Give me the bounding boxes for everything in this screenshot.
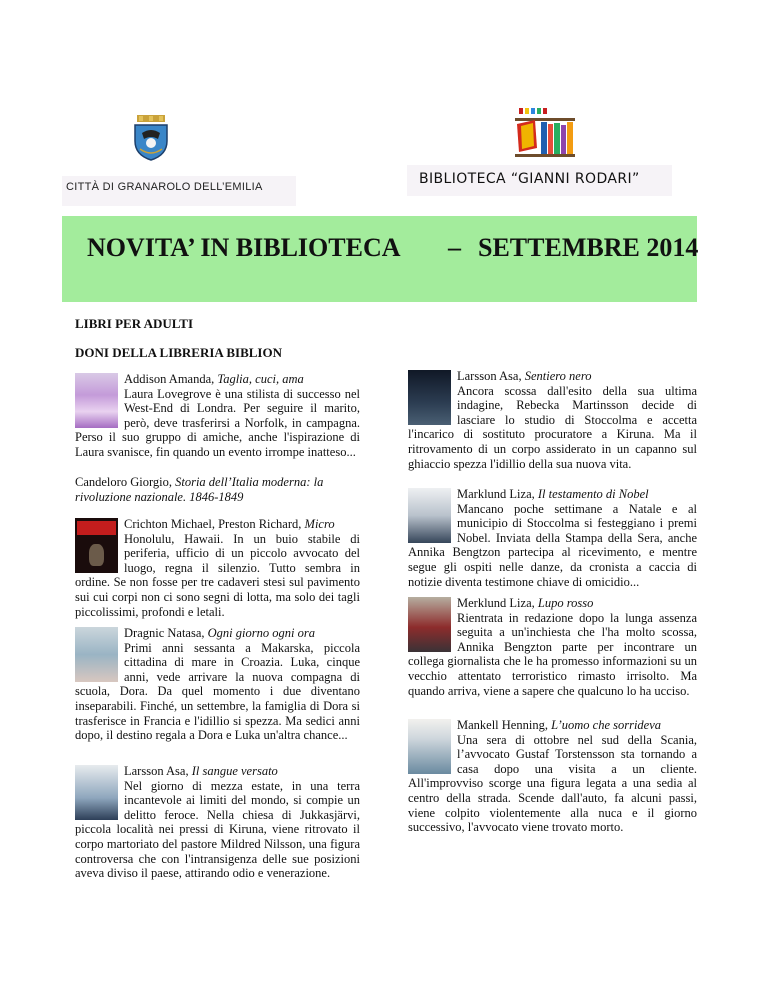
book-title: Lupo rosso — [537, 596, 594, 610]
book-author: Merklund Liza, — [457, 596, 538, 610]
library-books-icon — [513, 108, 577, 160]
book-description: Nel giorno di mezza estate, in una terra incantevole ai limiti del mondo, si compie un delitto feroce. Nella chiesa di Jukkasjärvi, piccola località nei pressi di Kiruna, viene ritrovato il corpo martoriato del pastore Mildred Nilsson, una figura controversa che con l'intransigenza delle sue posizioni aveva diviso il paese, attirando odio e venerazione. — [75, 778, 360, 881]
book-heading — [408, 596, 697, 611]
book-cover-image — [75, 518, 118, 573]
book-cover-image — [75, 627, 118, 682]
book-description: Primi anni sessanta a Makarska, piccola cittadina di mare in Croazia. Luka, cinque anni, vede arrivare la nuova compagna di scuola, Dora. Da quel momento i due diventano inseparabili. Finché, un settembre, la famiglia di Dora si trasferisce in Francia e l'idillio si spezza. Ma sedici anni dopo, il destino regala a Dora e Luka un'altra chance... — [75, 640, 360, 743]
book-entry — [408, 487, 697, 589]
city-label: CITTÀ DI GRANAROLO DELL’EMILIA — [66, 181, 263, 193]
city-label-box — [62, 176, 296, 206]
book-title: Sentiero nero — [524, 369, 592, 383]
book-description: Rientrata in redazione dopo la lunga assenza seguita a un'inchiesta che l'ha molto scossa, Annika Bengzton parte per incontrare un collega giornalista che le ha promesso informazioni su un vecchio attentato terroristico rimasto irrisolto. Ma quando arriva, viene a sapere che qualcuno lo ha ucciso. — [408, 610, 697, 698]
banner-dash: – — [448, 233, 461, 262]
title-banner — [62, 216, 697, 302]
book-title: Ogni giorno ogni ora — [207, 626, 315, 640]
book-title: L’uomo che sorrideva — [551, 718, 662, 732]
book-entry — [75, 764, 360, 881]
book-description: Ancora scossa dall'esito della sua ultima indagine, Rebecka Martinsson decide di lasciare lo studio di Stoccolma e accetta l'incarico di sostituto procuratore a Kiruna. Ma il ritrovamento di un corpo assiderato in un capanno sul ghiaccio spezza l'idillio della sua nuova vita. — [408, 383, 697, 471]
book-entry — [408, 596, 697, 698]
book-author: Mankell Henning, — [457, 718, 552, 732]
book-heading — [408, 487, 697, 502]
book-author: Larsson Asa, — [457, 369, 525, 383]
banner-title: NOVITA’ IN BIBLIOTECA — [87, 233, 401, 262]
book-author: Dragnic Natasa, — [124, 626, 208, 640]
section-donations: DONI DELLA LIBRERIA BIBLION — [75, 345, 282, 360]
book-author: Marklund Liza, — [457, 487, 538, 501]
book-entry — [75, 626, 360, 743]
book-title: Micro — [304, 517, 335, 531]
book-cover-image — [408, 488, 451, 543]
section-adults: LIBRI PER ADULTI — [75, 316, 194, 331]
book-description: Laura Lovegrove è una stilista di successo nel West-End di Londra. Per seguire il marito, però, deve trasferirsi a Norfolk, in campagna. Perso il suo gruppo di amiche, anche l'ispirazione di Laura svanisce, fin quando un evento irrompe inatteso... — [75, 386, 360, 459]
book-cover-image — [75, 765, 118, 820]
book-description: Una sera di ottobre nel sud della Scania, l’avvocato Gustaf Torstensson sta tornando a casa dopo una visita a un cliente. All'improvviso scorge una figura legata a una sedia al centro della strada. Scende dall'auto, fa alcuni passi, viene colpito violentemente alla nuca e il giorno successivo, l'avvocato viene trovato morto. — [408, 732, 697, 835]
banner-date: SETTEMBRE 2014 — [478, 233, 699, 262]
book-title: Il sangue versato — [191, 764, 278, 778]
book-heading — [408, 369, 697, 384]
book-author: Addison Amanda, — [124, 372, 218, 386]
book-cover-image — [75, 373, 118, 428]
book-entry — [75, 475, 360, 504]
book-heading — [408, 718, 697, 733]
book-cover-image — [408, 370, 451, 425]
book-entry — [408, 369, 697, 471]
library-label: BIBLIOTECA “GIANNI RODARI” — [419, 171, 640, 187]
book-entry — [408, 718, 697, 835]
book-description: Mancano poche settimane a Natale e al municipio di Stoccolma si festeggiano i premi Nobel. Inviata della Stampa della Sera, anche Annika Bengtzon partecipa al ricevimento, e mentre segue gli ospiti nelle danze, da cronista a caccia di notizie diventa testimone chiave di omicidio... — [408, 501, 697, 589]
city-crest-icon — [132, 115, 170, 161]
book-cover-image — [408, 597, 451, 652]
book-heading — [75, 475, 360, 504]
book-title: Storia dell’Italia moderna: la rivoluzione nazionale. 1846-1849 — [75, 475, 324, 504]
book-description: Honolulu, Hawaii. In un buio stabile di periferia, ufficio di un piccolo avvocato del luogo, regna il silenzio. Tutto sembra in ordine. Se non fosse per tre cadaveri stesi sul pavimento sui cui corpi non ci sono segni di lotta, ma solo dei tagli piccolissimi, profondi e letali. — [75, 531, 360, 619]
book-title: Taglia, cuci, ama — [217, 372, 304, 386]
book-author: Candeloro Giorgio, — [75, 475, 176, 489]
book-cover-image — [408, 719, 451, 774]
library-label-box — [407, 165, 672, 196]
book-title: Il testamento di Nobel — [537, 487, 649, 501]
book-entry — [75, 372, 360, 460]
book-author: Larsson Asa, — [124, 764, 192, 778]
book-author: Crichton Michael, Preston Richard, — [124, 517, 305, 531]
book-entry — [75, 517, 360, 619]
